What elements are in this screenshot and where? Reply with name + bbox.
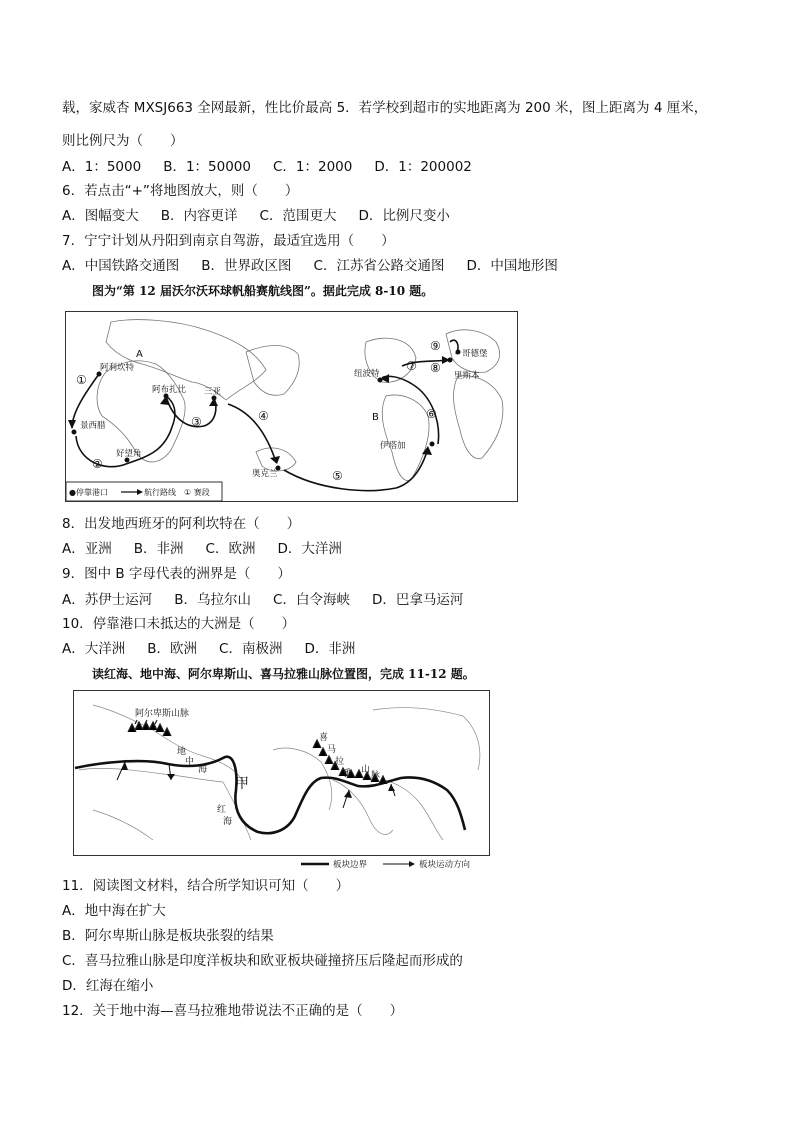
option-d: D．1：200002 <box>374 159 472 175</box>
sailing-route-map-svg <box>66 312 517 501</box>
label-jia: 甲 <box>235 776 249 792</box>
legend-motion: 板块运动方向 <box>419 860 471 870</box>
option-a: A．中国铁路交通图 <box>62 258 180 274</box>
leg-1: ① <box>76 373 87 387</box>
port-lisbon: 里斯本 <box>454 371 480 381</box>
q11-option-a: A．地中海在扩大 <box>62 903 166 919</box>
option-d: D．中国地形图 <box>466 258 558 274</box>
option-b: B．世界政区图 <box>201 258 292 274</box>
label-med-1: 地 <box>177 747 187 757</box>
q10-options <box>62 640 377 658</box>
port-cape-town: 好望角 <box>116 449 142 459</box>
leg-2: ② <box>92 457 103 471</box>
option-c: C．1：2000 <box>272 159 353 175</box>
option-c: C．欧洲 <box>205 541 256 557</box>
option-a: A．大洋洲 <box>62 641 126 657</box>
option-a: A．苏伊士运河 <box>62 592 153 608</box>
legend-leg: ① 赛段 <box>184 488 210 497</box>
q5-options <box>62 158 494 176</box>
label-hima-1: 喜 <box>319 733 329 743</box>
q6-text: 6．若点击“+”将地图放大，则（ ） <box>62 183 299 199</box>
q8-text: 8．出发地西班牙的阿利坎特在（ ） <box>62 516 301 532</box>
option-b: B．内容更详 <box>160 208 238 224</box>
letter-b: B <box>372 412 379 423</box>
continent-outlines <box>97 320 503 481</box>
q6-options <box>62 207 472 225</box>
q8-options <box>62 540 364 558</box>
label-hima-5: 山 <box>361 765 371 775</box>
legend-route: 航行路线 <box>144 488 176 497</box>
option-a: A．图幅变大 <box>62 208 139 224</box>
label-med-2: 中 <box>185 757 195 767</box>
q10-text: 10．停靠港口未抵达的大洲是（ ） <box>62 616 296 632</box>
legend-boundary: 板块边界 <box>333 860 368 870</box>
q11-option-c: C．喜马拉雅山脉是印度洋板块和欧亚板块碰撞挤压后隆起而形成的 <box>62 953 463 969</box>
q11-text: 11．阅读图文材料，结合所学知识可知（ ） <box>62 878 350 894</box>
port-cape-peninsula: 景西腊 <box>80 421 106 431</box>
option-a: A．亚洲 <box>62 541 112 557</box>
leg-4: ④ <box>258 409 269 423</box>
option-d: D．巴拿马运河 <box>371 592 464 608</box>
port-alicante: 阿利坎特 <box>100 363 135 373</box>
port-gothenburg: 哥德堡 <box>462 349 488 359</box>
leg-9: ⑨ <box>430 339 441 353</box>
port-abudhabi: 阿布扎比 <box>152 385 187 395</box>
label-hima-6: 脉 <box>371 771 381 781</box>
q12-text: 12．关于地中海—喜马拉雅地带说法不正确的是（ ） <box>62 1003 404 1019</box>
port-auckland: 奥克兰 <box>252 469 278 479</box>
label-red-sea-1: 红 <box>217 805 227 815</box>
legend-port: ●停靠港口 <box>69 488 108 497</box>
option-a: A．1：5000 <box>62 159 142 175</box>
option-b: B．1：50000 <box>163 159 251 175</box>
plate-boundary-map <box>73 690 490 872</box>
label-alps: 阿尔卑斯山脉 <box>135 709 190 719</box>
sailing-route-map <box>65 311 518 502</box>
option-c: C．南极洲 <box>219 641 283 657</box>
map1-caption: 图为“第 12 届沃尔沃环球帆船赛航线图”。据此完成 8-10 题。 <box>92 284 434 298</box>
option-c: C．江苏省公路交通图 <box>313 258 445 274</box>
letter-a: A <box>136 349 143 360</box>
label-hima-3: 拉 <box>335 757 345 767</box>
leg-7: ⑦ <box>406 359 417 373</box>
leg-8: ⑧ <box>430 361 441 375</box>
label-hima-4: 雅 <box>343 769 353 779</box>
port-sanya: 三亚 <box>204 387 222 397</box>
port-newport: 纽波特 <box>354 369 380 379</box>
plate-boundary-map-svg <box>73 690 490 872</box>
option-d: D．大洋洲 <box>277 541 342 557</box>
option-b: B．乌拉尔山 <box>174 592 252 608</box>
label-red-sea-2: 海 <box>223 817 233 827</box>
leg-3: ③ <box>191 415 202 429</box>
label-hima-2: 马 <box>327 745 337 755</box>
map2-caption: 读红海、地中海、阿尔卑斯山、喜马拉雅山脉位置图，完成 11-12 题。 <box>92 667 475 681</box>
option-b: B．欧洲 <box>147 641 198 657</box>
option-c: C．白令海峡 <box>273 592 350 608</box>
q9-options <box>62 591 485 609</box>
q7-options <box>62 257 580 275</box>
q5-text-line1: 载，家威杏 MXSJ663 全网最新，性比价最高 5．若学校到超市的实地距离为 200 米，图上距离为 4 厘米， <box>62 100 708 116</box>
q9-text: 9．图中 B 字母代表的洲界是（ ） <box>62 566 291 582</box>
q7-text: 7．宁宁计划从丹阳到南京自驾游，最适宜选用（ ） <box>62 233 395 249</box>
q11-option-d: D．红海在缩小 <box>62 978 154 994</box>
port-itajai: 伊塔加 <box>380 441 406 451</box>
option-b: B．非洲 <box>133 541 184 557</box>
option-c: C．范围更大 <box>259 208 337 224</box>
option-d: D．非洲 <box>304 641 356 657</box>
leg-6: ⑥ <box>426 407 437 421</box>
q5-text-line2: 则比例尺为（ ） <box>62 133 184 149</box>
q11-option-b: B．阿尔卑斯山脉是板块张裂的结果 <box>62 928 274 944</box>
option-d: D．比例尺变小 <box>358 208 450 224</box>
leg-5: ⑤ <box>332 469 343 483</box>
label-med-3: 海 <box>198 765 208 775</box>
